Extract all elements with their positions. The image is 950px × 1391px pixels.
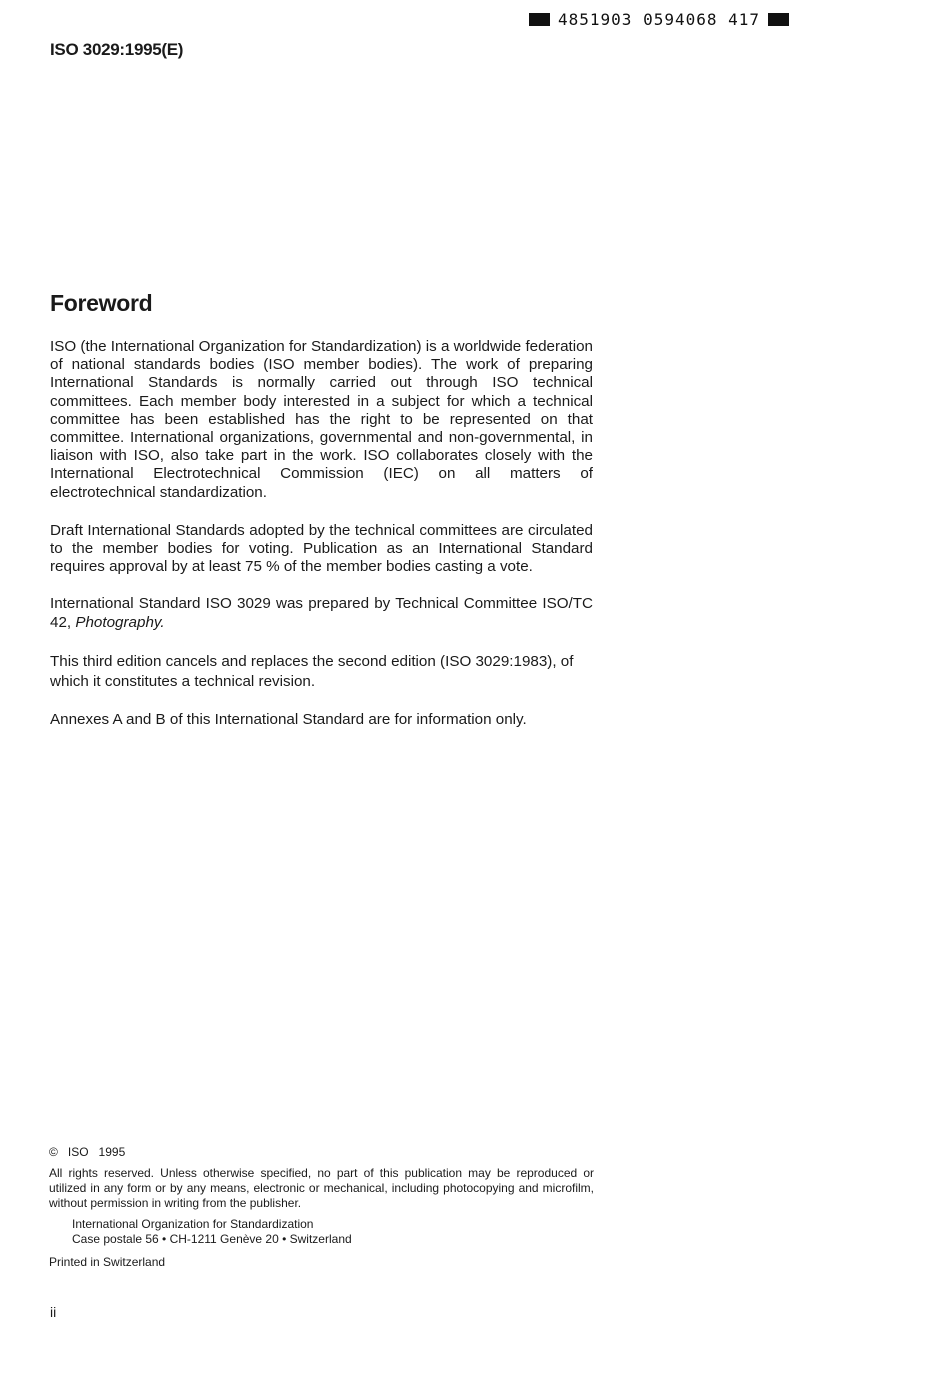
page-number: ii [50,1304,57,1320]
publisher-address [72,1217,594,1247]
foreword-title: Foreword [50,290,153,316]
barcode-strip [529,10,789,29]
copyright-year: 1995 [98,1145,126,1159]
document-id: ISO 3029:1995(E) [50,40,184,59]
prepared-by-text: International Standard ISO 3029 was prepared by Technical Committee ISO/TC 42, [50,595,593,631]
copyright-block [49,1145,594,1270]
address-line-1: International Organization for Standardization [72,1217,314,1231]
copyright-symbol: © [49,1145,58,1159]
foreword-paragraph-5: Annexes A and B of this International Standard are for information only. [50,710,527,728]
copyright-line [49,1145,594,1160]
barcode-marker-left [529,13,550,26]
barcode-marker-right [768,13,789,26]
foreword-paragraph-1: ISO (the International Organization for Standardization) is a worldwide federation of national standards bodies (ISO member bodies). The work of preparing International Standards is normally carried out through ISO technical committees. Each member body interested in a subject for which a technical committee has been established has the right to be represented on that committee. International organizations, governmental and non-governmental, in liaison with ISO, also take part in the work. ISO collaborates closely with the International Electrotechnical Commission (IEC) on all matters of electrotechnical standardization. [50,338,593,501]
committee-name: Photography. [75,613,165,631]
rights-statement: All rights reserved. Unless otherwise specified, no part of this publication may be reproduced or utilized in any form or by any means, electronic or mechanical, including photocopying and microfilm, without permission in writing from the publisher. [49,1166,594,1210]
foreword-paragraph-2: Draft International Standards adopted by the technical committees are circulated to the member bodies for voting. Publication as an International Standard requires approval by at least 75 % of the member bodies casting a vote. [50,521,593,576]
copyright-org: ISO [67,1145,89,1159]
foreword-paragraph-3 [50,595,593,631]
address-line-2: Case postale 56 • CH-1211 Genève 20 • Switzerland [72,1232,352,1246]
foreword-body [50,338,593,749]
barcode-number: 4851903 0594068 417 [558,10,761,29]
printed-in: Printed in Switzerland [49,1255,166,1269]
foreword-paragraph-4: This third edition cancels and replaces the second edition (ISO 3029:1983), of which it constitutes a technical revision. [50,652,574,690]
